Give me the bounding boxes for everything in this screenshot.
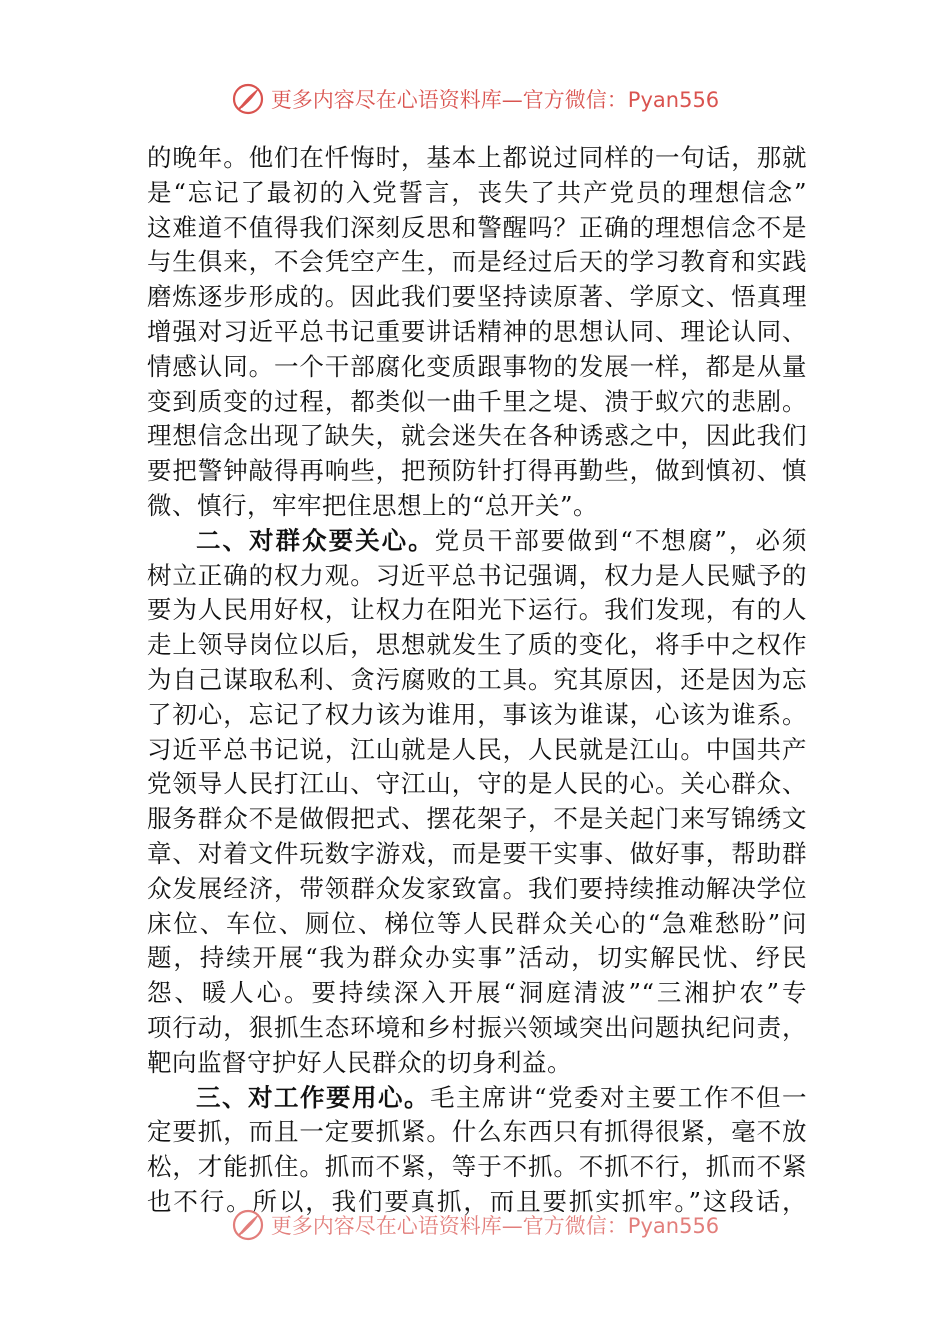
line-text: 项行动，狠抓生态环境和乡村振兴领域突出问题执纪问责， bbox=[147, 1012, 807, 1042]
text-line bbox=[147, 211, 807, 246]
line-text: 毛主席讲“党委对主要工作不但一 bbox=[430, 1082, 807, 1112]
line-text: 定要抓，而且一定要抓紧。什么东西只有抓得很紧，毫不放 bbox=[147, 1117, 807, 1147]
text-line bbox=[147, 698, 807, 733]
line-text: 增强对习近平总书记重要讲话精神的思想认同、理论认同、 bbox=[147, 316, 807, 346]
quill-logo-icon bbox=[231, 82, 265, 116]
line-text: 为自己谋取私利、贪污腐败的工具。究其原因，还是因为忘 bbox=[147, 664, 807, 694]
line-text: 理想信念出现了缺失，就会迷失在各种诱惑之中，因此我们 bbox=[147, 421, 807, 451]
text-line bbox=[147, 315, 807, 350]
line-text: 党领导人民打江山、守江山，守的是人民的心。关心群众、 bbox=[147, 769, 807, 799]
line-text: 靶向监督守护好人民群众的切身利益。 bbox=[147, 1047, 572, 1077]
text-line bbox=[147, 1081, 807, 1116]
text-line bbox=[147, 663, 807, 698]
text-line bbox=[147, 385, 807, 420]
line-text: 这难道不值得我们深刻反思和警醒吗？正确的理想信念不是 bbox=[147, 212, 807, 242]
text-line bbox=[147, 872, 807, 907]
watermark-text: 更多内容尽在心语资料库—官方微信：Pyan556 bbox=[270, 88, 720, 112]
watermark-text: 更多内容尽在心语资料库—官方微信：Pyan556 bbox=[270, 1214, 720, 1238]
text-line bbox=[147, 489, 807, 524]
text-line bbox=[147, 1115, 807, 1150]
text-line bbox=[147, 559, 807, 594]
document-body bbox=[147, 141, 807, 1220]
line-text: 了初心，忘记了权力该为谁用，事该为谁谋，心该为谁系。 bbox=[147, 699, 807, 729]
line-text: 章、对着文件玩数字游戏，而是要干实事、做好事，帮助群 bbox=[147, 838, 807, 868]
text-line bbox=[147, 280, 807, 315]
line-text: 习近平总书记说，江山就是人民，人民就是江山。中国共产 bbox=[147, 734, 807, 764]
text-line bbox=[147, 976, 807, 1011]
line-text: 怨、暖人心。要持续深入开展“洞庭清波”“三湘护农”专 bbox=[147, 978, 807, 1008]
text-line bbox=[147, 176, 807, 211]
line-text: 要为人民用好权，让权力在阳光下运行。我们发现，有的人 bbox=[147, 595, 807, 625]
line-text: 的晚年。他们在忏悔时，基本上都说过同样的一句话，那就 bbox=[147, 143, 807, 172]
line-text: 走上领导岗位以后，思想就发生了质的变化，将手中之权作 bbox=[147, 630, 807, 660]
watermark-footer bbox=[0, 1208, 950, 1242]
line-text: 磨炼逐步形成的。因此我们要坚持读原著、学原文、悟真理 bbox=[147, 282, 807, 312]
line-text: 微、慎行，牢牢把住思想上的“总开关”。 bbox=[147, 490, 599, 520]
line-text: 是“忘记了最初的入党誓言，丧失了共产党员的理想信念” bbox=[147, 177, 807, 207]
text-line bbox=[147, 941, 807, 976]
text-line bbox=[147, 593, 807, 628]
line-text: 也不行。所以，我们要真抓，而且要抓实抓牢。”这段话， bbox=[147, 1186, 807, 1216]
line-text: 松，才能抓住。抓而不紧，等于不抓。不抓不行，抓而不紧 bbox=[147, 1152, 807, 1182]
line-text: 与生俱来，不会凭空产生，而是经过后天的学习教育和实践 bbox=[147, 247, 807, 277]
text-line bbox=[147, 1150, 807, 1185]
quill-logo-icon bbox=[231, 1208, 265, 1242]
text-line bbox=[147, 524, 807, 559]
section-heading: 三、对工作要用心。 bbox=[196, 1082, 430, 1112]
text-line bbox=[147, 802, 807, 837]
text-line bbox=[147, 628, 807, 663]
line-text: 题，持续开展“我为群众办实事”活动，切实解民忧、纾民 bbox=[147, 943, 807, 973]
line-text: 要把警钟敲得再响些，把预防针打得再勤些，做到慎初、慎 bbox=[147, 456, 807, 486]
line-text: 服务群众不是做假把式、摆花架子，不是关起门来写锦绣文 bbox=[147, 804, 807, 834]
text-line bbox=[147, 1011, 807, 1046]
line-text: 树立正确的权力观。习近平总书记强调，权力是人民赋予的 bbox=[147, 560, 807, 590]
text-line bbox=[147, 837, 807, 872]
section-heading: 二、对群众要关心。 bbox=[196, 525, 435, 555]
text-line bbox=[147, 454, 807, 489]
text-line bbox=[147, 767, 807, 802]
line-text: 床位、车位、厕位、梯位等人民群众关心的“急难愁盼”问 bbox=[147, 908, 807, 938]
line-text: 党员干部要做到“不想腐”，必须 bbox=[434, 525, 807, 555]
text-line bbox=[147, 907, 807, 942]
line-text: 情感认同。一个干部腐化变质跟事物的发展一样，都是从量 bbox=[147, 351, 807, 381]
text-line bbox=[147, 141, 807, 176]
text-line bbox=[147, 245, 807, 280]
text-line bbox=[147, 1046, 807, 1081]
text-line bbox=[147, 733, 807, 768]
line-text: 变到质变的过程，都类似一曲千里之堤、溃于蚁穴的悲剧。 bbox=[147, 386, 807, 416]
text-line bbox=[147, 419, 807, 454]
text-line bbox=[147, 350, 807, 385]
line-text: 众发展经济，带领群众发家致富。我们要持续推动解决学位 bbox=[147, 873, 807, 903]
watermark-header bbox=[0, 82, 950, 116]
